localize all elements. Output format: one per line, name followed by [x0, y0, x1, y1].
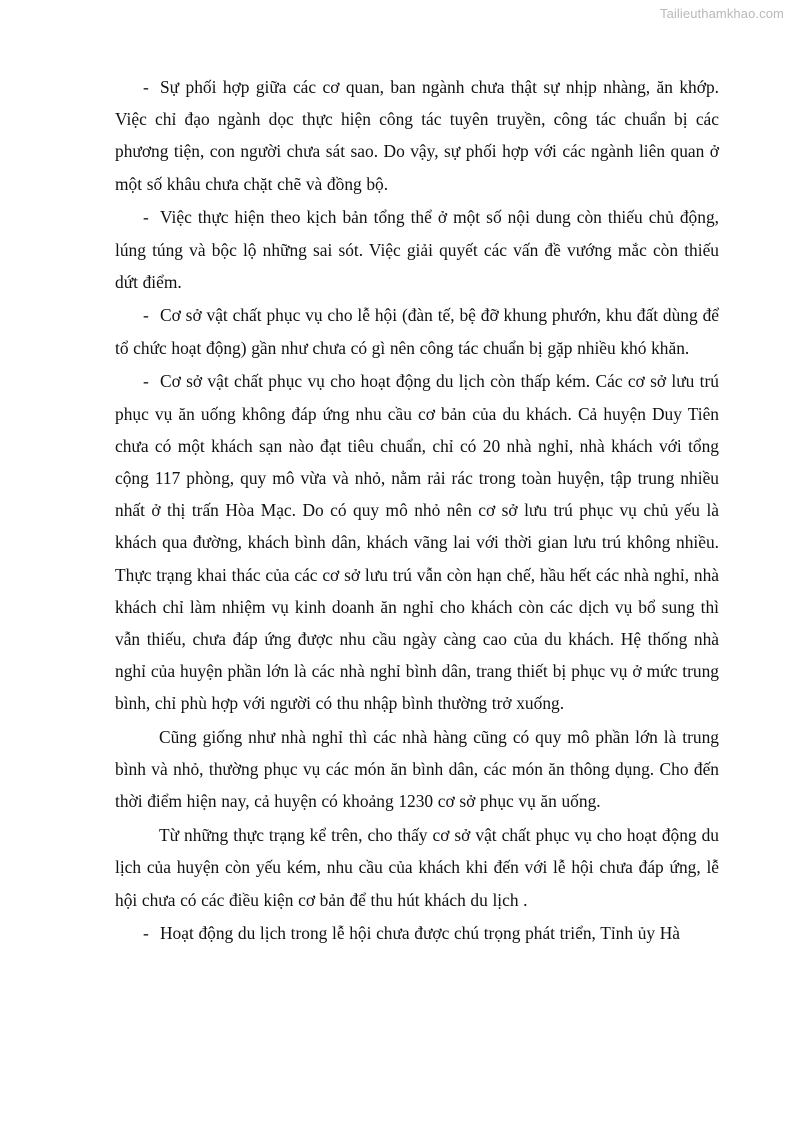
dash-bullet: -: [143, 923, 149, 944]
dash-bullet: -: [143, 77, 149, 97]
paragraph-text: Hoạt động du lịch trong lễ hội chưa được chú trọng phát triển, Tỉnh ủy Hà: [160, 923, 681, 944]
paragraph-conclusion: [115, 819, 719, 916]
paragraph-text: Cơ sở vật chất phục vụ cho hoạt động du lịch còn thấp kém. Các cơ sở lưu trú phục vụ ăn uống không đáp ứng nhu cầu cơ bản của du khách. Cả huyện Duy Tiên chưa có một khách sạn nào đạt tiêu chuẩn, chỉ có 20 nhà nghỉ, nhà khách với tổng cộng 117 phòng, quy mô vừa và nhỏ, nằm rải rác trong toàn huyện, tập trung nhiều nhất ở thị trấn Hòa Mạc. Do có quy mô nhỏ nên cơ sở lưu trú phục vụ chủ yếu là khách qua đường, khách bình dân, khách vãng lai với thời gian lưu trú không nhiều. Thực trạng khai thác của các cơ sở lưu trú vẫn còn hạn chế, hầu hết các nhà nghỉ, nhà khách chỉ làm nhiệm vụ kinh doanh ăn nghỉ cho khách còn các dịch vụ bổ sung thì vẫn thiếu, chưa đáp ứng được nhu cầu ngày càng cao của du khách. Hệ thống nhà nghỉ của huyện phần lớn là các nhà nghỉ bình dân, trang thiết bị phục vụ ở mức trung bình, chỉ phù hợp với người có thu nhập bình thường trở xuống.: [115, 371, 719, 714]
document-body: [115, 71, 719, 951]
dash-bullet: -: [143, 305, 149, 326]
paragraph-restaurants: [115, 721, 719, 818]
paragraph-festival-facilities: [115, 299, 719, 363]
paragraph-coordination: [115, 71, 719, 200]
watermark: Tailieuthamkhao.com: [659, 6, 784, 21]
paragraph-text: Sự phối hợp giữa các cơ quan, ban ngành chưa thật sự nhịp nhàng, ăn khớp. Việc chỉ đạo ngành dọc thực hiện công tác tuyên truyền, công tác chuẩn bị các phương tiện, con người chưa sát sao. Do vậy, sự phối hợp với các ngành liên quan ở một số khâu chưa chặt chẽ và đồng bộ.: [115, 77, 719, 194]
paragraph-text: Việc thực hiện theo kịch bản tổng thể ở một số nội dung còn thiếu chủ động, lúng túng và bộc lộ những sai sót. Việc giải quyết các vấn đề vướng mắc còn thiếu dứt điểm.: [115, 207, 719, 292]
paragraph-text: Cơ sở vật chất phục vụ cho lễ hội (đàn tế, bệ đỡ khung phướn, khu đất dùng để tổ chức hoạt động) gần như chưa có gì nên công tác chuẩn bị gặp nhiều khó khăn.: [115, 305, 719, 358]
paragraph-text: Từ những thực trạng kể trên, cho thấy cơ sở vật chất phục vụ cho hoạt động du lịch của huyện còn yếu kém, nhu cầu của khách khi đến với lễ hội chưa đáp ứng, lễ hội chưa có các điều kiện cơ bản để thu hút khách du lịch .: [115, 825, 719, 910]
dash-bullet: -: [143, 371, 149, 392]
paragraph-tourism-activities: [115, 917, 719, 949]
paragraph-tourism-facilities: [115, 365, 719, 719]
paragraph-script-execution: [115, 201, 719, 298]
dash-bullet: -: [143, 207, 149, 228]
paragraph-text: Cũng giống như nhà nghỉ thì các nhà hàng cũng có quy mô phần lớn là trung bình và nhỏ, thường phục vụ các món ăn bình dân, các món ăn thông dụng. Cho đến thời điểm hiện nay, cả huyện có khoảng 1230 cơ sở phục vụ ăn uống.: [115, 727, 719, 812]
